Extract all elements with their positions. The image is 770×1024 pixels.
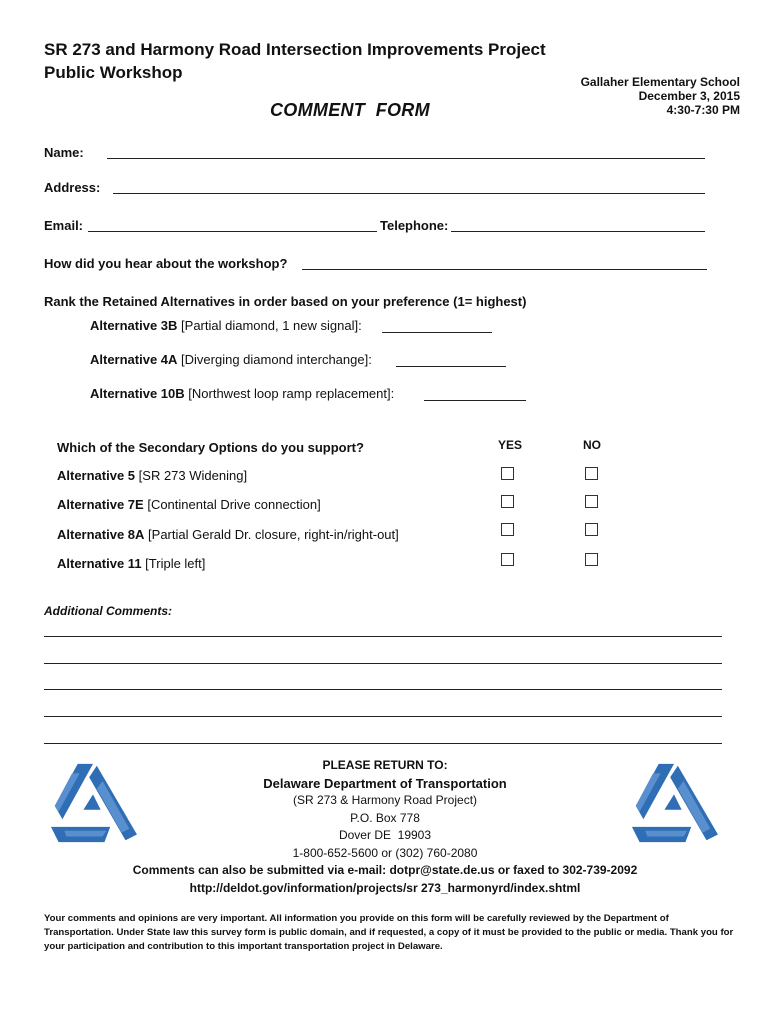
project-url[interactable]: http://deldot.gov/information/projects/sr 273_harmonyrd/index.shtml xyxy=(189,880,581,895)
form-title: COMMENT FORM xyxy=(270,100,430,120)
option-11-no-checkbox-icon[interactable] xyxy=(585,553,598,566)
return-org: Delaware Department of Transportation xyxy=(263,775,507,791)
return-po-box: P.O. Box 778 xyxy=(350,810,420,825)
comment-line[interactable] xyxy=(44,716,722,717)
option-8a-no-checkbox-icon[interactable] xyxy=(585,523,598,536)
return-city: Dover DE 19903 xyxy=(338,828,432,842)
rank-10b-input-line[interactable] xyxy=(424,400,526,401)
option-8a-yes-checkbox-icon[interactable] xyxy=(501,523,514,536)
rank-3b-input-line[interactable] xyxy=(382,332,492,333)
option-5-yes-checkbox-icon[interactable] xyxy=(501,467,514,480)
rank-item-10b xyxy=(90,386,394,401)
option-desc: [Continental Drive connection] xyxy=(147,497,321,512)
name-input-line[interactable] xyxy=(107,158,705,159)
title-line-2: Public Workshop xyxy=(44,63,183,82)
name-label: Name: xyxy=(44,145,84,160)
title-line-1: SR 273 and Harmony Road Intersection Improvements Project xyxy=(44,40,546,59)
event-info xyxy=(581,75,740,117)
rank-item-name: Alternative 3B xyxy=(90,318,178,333)
rank-item-desc: [Northwest loop ramp replacement]: xyxy=(188,386,395,401)
secondary-question: Which of the Secondary Options do you support? xyxy=(57,440,364,455)
option-desc: [SR 273 Widening] xyxy=(138,468,248,483)
option-5-no-checkbox-icon[interactable] xyxy=(585,467,598,480)
additional-comments-label: Additional Comments: xyxy=(44,604,172,618)
rank-4a-input-line[interactable] xyxy=(396,366,506,367)
footer-disclaimer: Your comments and opinions are very important. All information you provide on this form will be carefully reviewed by the Department of Transportation. Under State law this survey form is public domain, and if requested, a copy of it must be provided to the public or media. Thank you for your participation and contribution to this important transportation project in Delaware. xyxy=(44,913,734,952)
comment-line[interactable] xyxy=(44,743,722,744)
option-name: Alternative 11 xyxy=(57,556,142,571)
return-info xyxy=(0,757,770,897)
rank-item-desc: [Partial diamond, 1 new signal]: xyxy=(181,318,362,333)
no-column-header: NO xyxy=(583,438,601,452)
rank-item-3b xyxy=(90,318,362,333)
option-desc: [Partial Gerald Dr. closure, right-in/right-out] xyxy=(148,527,399,542)
option-7e-yes-checkbox-icon[interactable] xyxy=(501,495,514,508)
secondary-option-5 xyxy=(57,468,247,483)
secondary-option-8a xyxy=(57,527,399,542)
option-name: Alternative 8A xyxy=(57,527,145,542)
option-name: Alternative 5 xyxy=(57,468,136,483)
address-input-line[interactable] xyxy=(113,193,705,194)
secondary-option-7e xyxy=(57,497,321,512)
comment-line[interactable] xyxy=(44,689,722,690)
hear-about-label: How did you hear about the workshop? xyxy=(44,256,288,271)
ranking-heading: Rank the Retained Alternatives in order based on your preference (1= highest) xyxy=(44,294,527,309)
event-time: 4:30-7:30 PM xyxy=(666,103,740,117)
hear-about-input-line[interactable] xyxy=(302,269,707,270)
email-label: Email: xyxy=(44,218,84,233)
rank-item-name: Alternative 10B xyxy=(90,386,185,401)
yes-column-header: YES xyxy=(498,438,523,452)
option-11-yes-checkbox-icon[interactable] xyxy=(501,553,514,566)
return-email-fax: Comments can also be submitted via e-mail: dotpr@state.de.us or faxed to 302-739-2092 xyxy=(132,863,638,877)
rank-item-desc: [Diverging diamond interchange]: xyxy=(181,352,372,367)
project-title xyxy=(44,38,546,84)
rank-item-4a xyxy=(90,352,372,367)
rank-item-name: Alternative 4A xyxy=(90,352,178,367)
option-name: Alternative 7E xyxy=(57,497,144,512)
return-project: (SR 273 & Harmony Road Project) xyxy=(292,793,478,807)
telephone-input-line[interactable] xyxy=(451,231,705,232)
venue: Gallaher Elementary School xyxy=(580,75,740,89)
return-phone: 1-800-652-5600 or (302) 760-2080 xyxy=(292,845,478,860)
email-input-line[interactable] xyxy=(88,231,377,232)
event-date: December 3, 2015 xyxy=(638,89,740,103)
comment-line[interactable] xyxy=(44,663,722,664)
secondary-option-11 xyxy=(57,556,205,571)
address-label: Address: xyxy=(44,180,101,195)
telephone-label: Telephone: xyxy=(380,218,449,233)
option-desc: [Triple left] xyxy=(145,556,206,571)
comment-line[interactable] xyxy=(44,636,722,637)
return-heading: PLEASE RETURN TO: xyxy=(322,758,448,772)
option-7e-no-checkbox-icon[interactable] xyxy=(585,495,598,508)
